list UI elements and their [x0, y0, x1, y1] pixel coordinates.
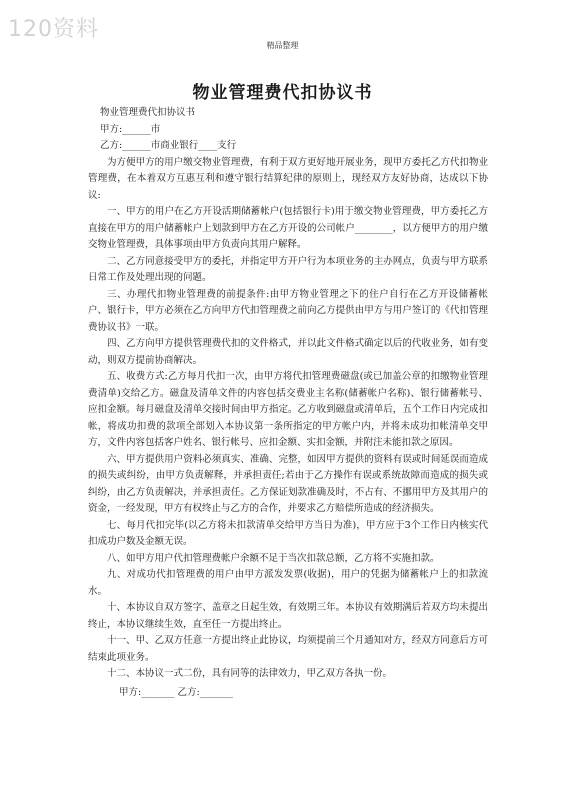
clause-2: 二、乙方同意接受甲方的委托，并指定甲方开户行为本项业务的主办网点，负责与甲方联系日常工作及处理出现的问题。 — [88, 255, 488, 283]
party-a-line: 甲方:______市 — [100, 123, 161, 135]
intro-paragraph: 为方便甲方的用户缴交物业管理费，有利于双方更好地开展业务，现甲方委托乙方代扣物业管理费，在本着双方互惠互利和遵守银行结算纪律的原则上，现经双方友好协商，达成以下协议: — [88, 156, 488, 201]
clause-11: 十一、甲、乙双方任意一方提出终止此协议，均须提前三个月通知对方，经双方同意后方可结束此项业务。 — [88, 635, 488, 663]
clause-12: 十二、本协议一式二份，具有同等的法律效力，甲乙双方各执一份。 — [107, 668, 393, 679]
clause-7: 七、每月代扣完毕(以乙方将未扣款清单交给甲方当日为准)，甲方应于3个工作日内核实代扣成功户数及金额无误。 — [88, 519, 488, 547]
clause-6: 六、甲方提供用户资料必须真实、准确、完整，如因甲方提供的资料有误或时间延误而造成的损失或纠纷，由甲方负责解释，并承担责任;若由于乙方操作有误或系统故障而造成的损失或纠纷，由乙方负责解决，并承担责任。乙方保证划款准确及时，不占有、不挪用甲方及其用户的资金，一经发现，甲方有权终止与乙方的合作，并要求乙方赔偿所造成的经济损失。 — [88, 453, 488, 514]
subtitle: 物业管理费代扣协议书 — [100, 107, 196, 118]
clause-4: 四、乙方向甲方提供管理费代扣的文件格式，并以此文件格式确定以后的代收业务，如有变动，则双方提前协商解决。 — [88, 338, 488, 366]
document-body — [88, 105, 488, 701]
page-title: 物业管理费代扣协议书 — [192, 83, 373, 103]
signature-line: 甲方:_______ 乙方:_______ — [119, 686, 233, 698]
clause-1: 一、甲方的用户在乙方开设活期储蓄帐户(包括银行卡)用于缴交物业管理费，甲方委托乙方直接在甲方的用户储蓄帐户上划款到甲方在乙方开设的公司帐户________，以方便甲方的用户缴交物业管理费，具体事项由甲方负责向其用户解释。 — [88, 206, 488, 250]
clause-5: 五、收费方式:乙方每月代扣一次，由甲方将代扣管理费磁盘(或已加盖公章的扣缴物业管理费清单)交给乙方。磁盘及清单文件的内容包括交费业主名称(储蓄帐户名称)、银行储蓄帐号、应扣金额。每月磁盘及清单交接时间由甲方指定。乙方收到磁盘或清单后，五个工作日内完成扣帐，将成功扣费的款项全部划入本协议第一条所指定的甲方帐户内，并将未成功扣帐清单交甲方，文件内容包括客户姓名、银行帐号、应扣金额、实扣金额，并附注未能扣款之原因。 — [88, 371, 488, 448]
clause-3: 三、办理代扣物业管理费的前提条件:由甲方物业管理之下的住户自行在乙方开设储蓄帐户、银行卡，甲方必须在乙方向甲方代扣管理费之前向乙方提供由甲方与用户签订的《代扣管理费协议书》一联。 — [88, 288, 488, 333]
clause-9: 九、对成功代扣管理费的用户由甲方派发发票(收据)，用户的凭据为储蓄帐户上的扣款流水。 — [88, 569, 488, 597]
clause-10: 十、本协议自双方签字、盖章之日起生效，有效期三年。本协议有效期满后若双方均未提出终止，本协议继续生效，直至任一方提出终止。 — [88, 602, 488, 630]
header-note: 精品整理 — [266, 41, 299, 50]
watermark: 120资料 — [8, 17, 99, 42]
clause-8: 八、如甲方用户代扣管理费帐户余额不足于当次扣款总额，乙方将不实施扣款。 — [107, 552, 440, 564]
party-b-line: 乙方:______市商业银行____支行 — [100, 140, 237, 151]
